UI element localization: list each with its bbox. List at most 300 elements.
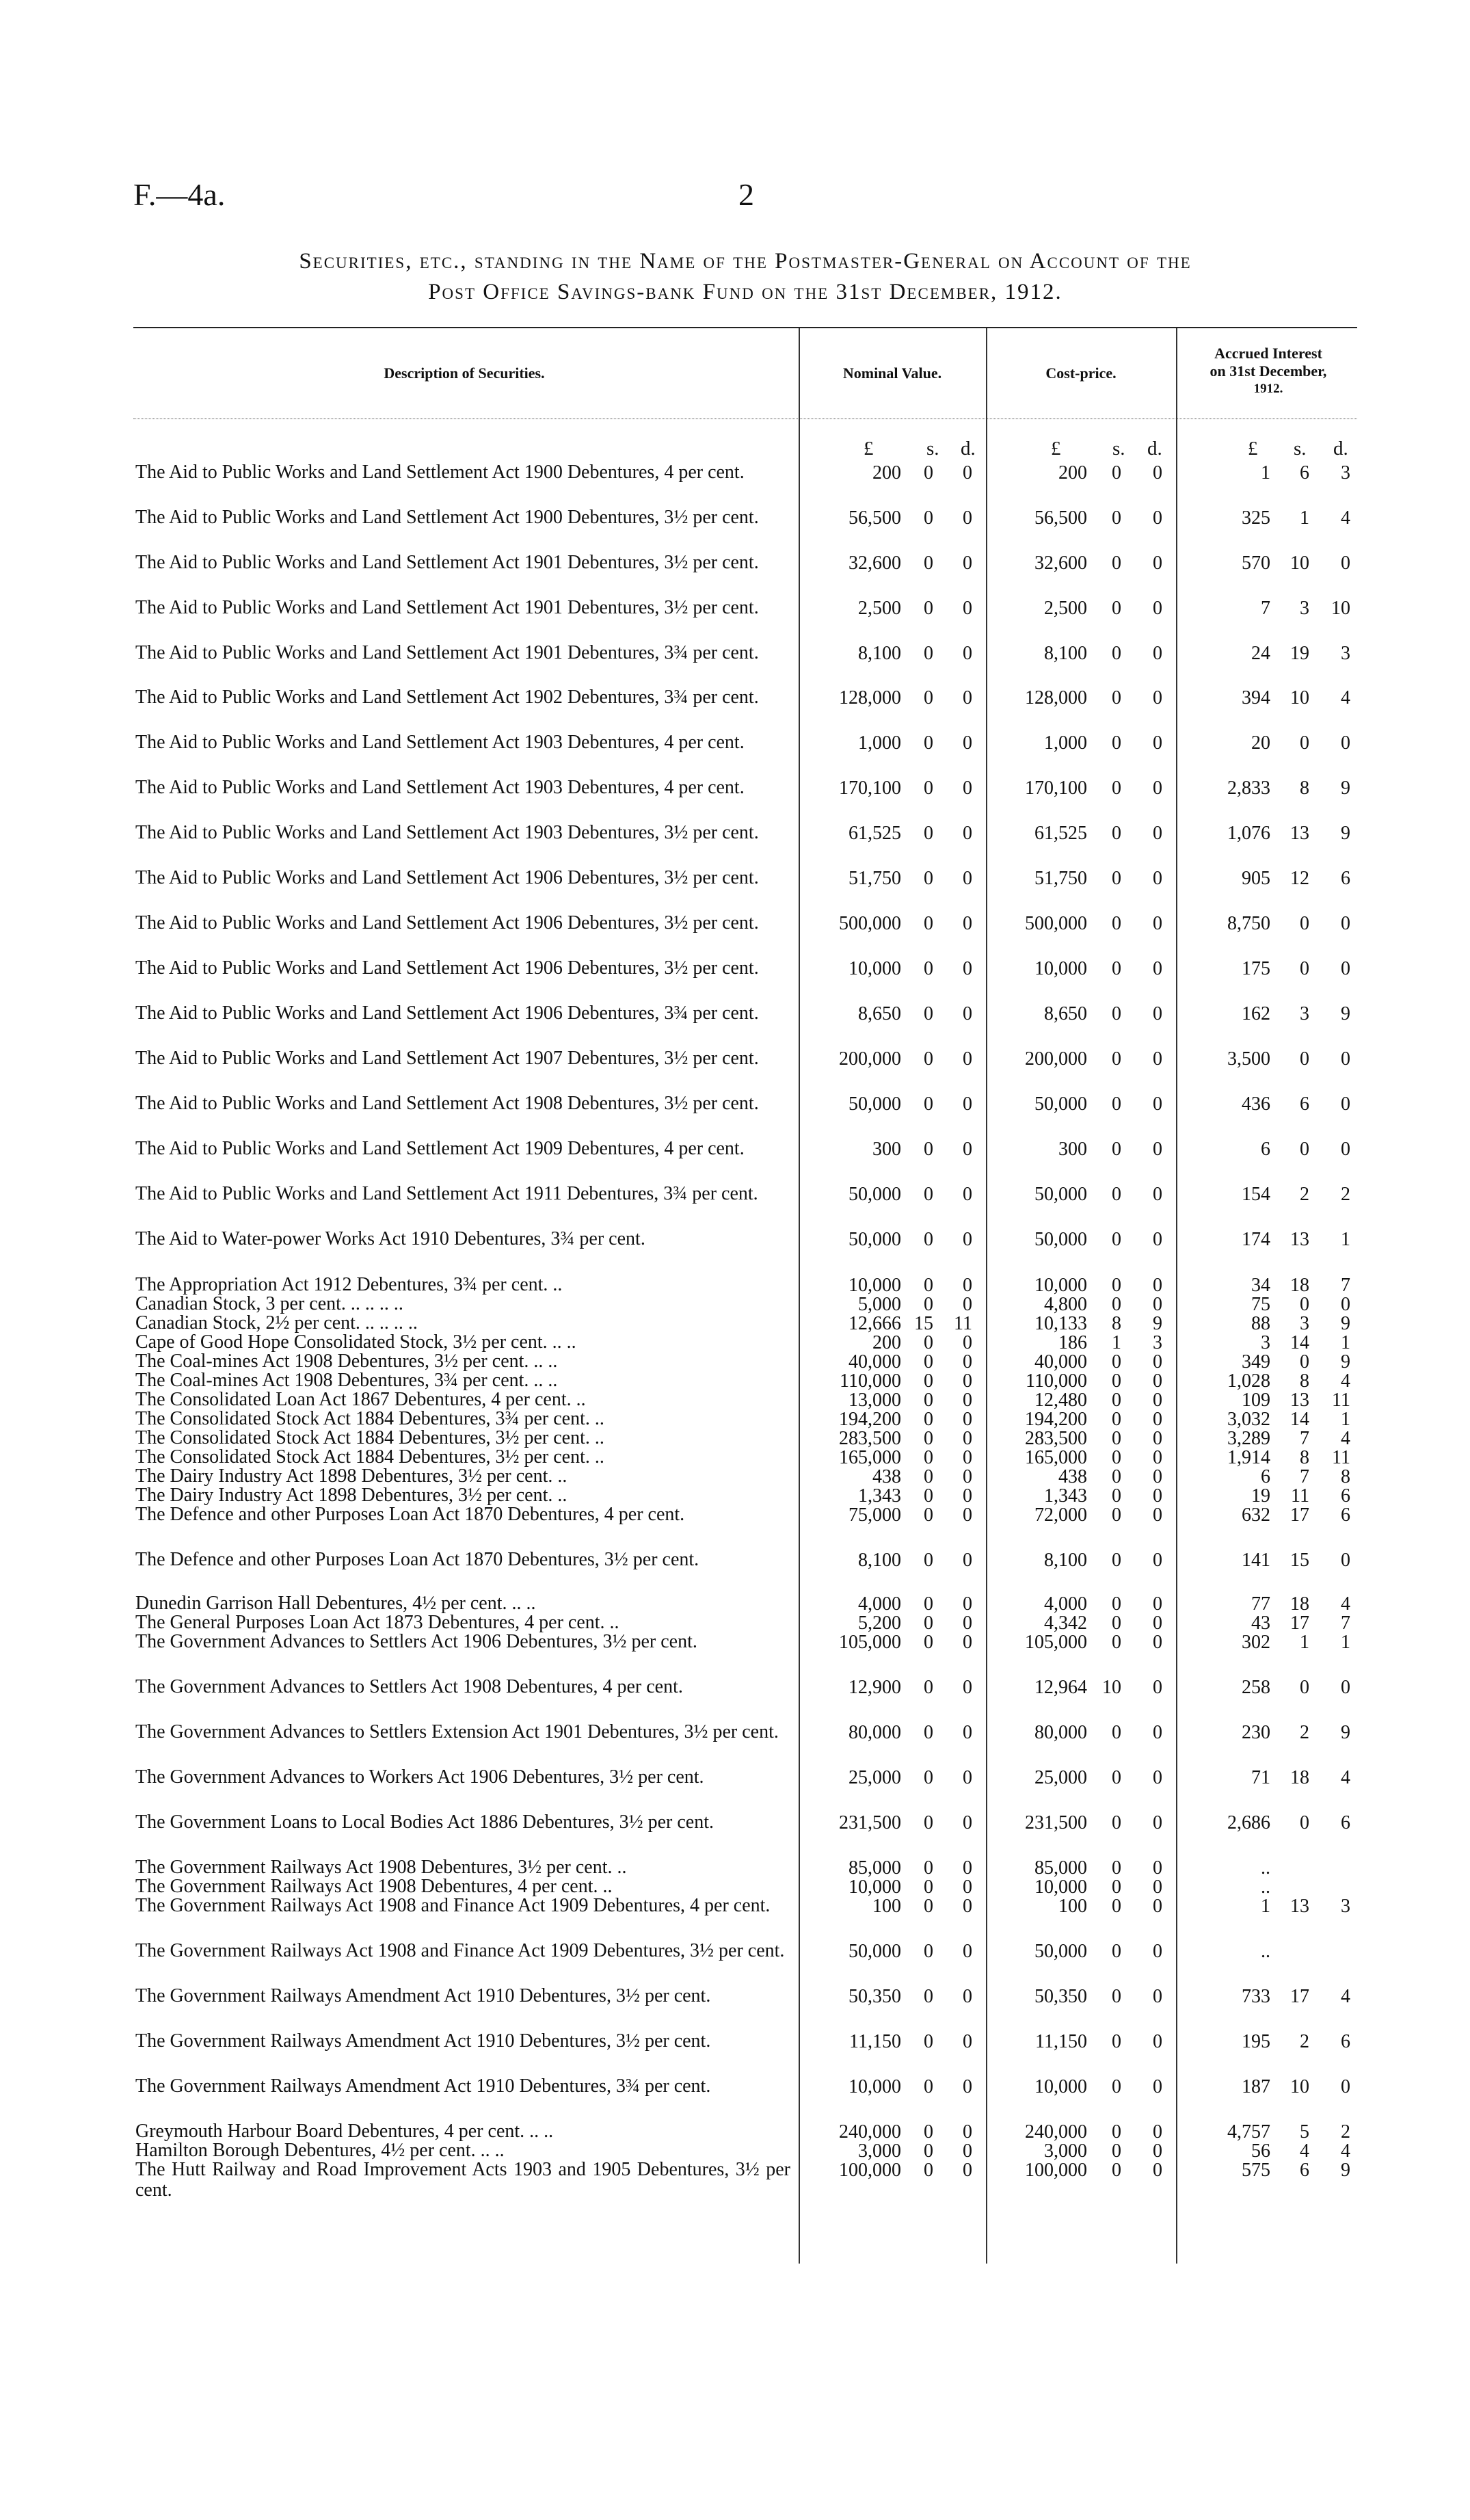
- cost-shillings: 0: [1112, 1370, 1121, 1392]
- security-description: The Aid to Public Works and Land Settlement Act 1902 Debentures, 3¾ per cent.: [135, 687, 759, 708]
- nominal-pounds: 50,000: [848, 1093, 901, 1115]
- cost-pounds: 50,000: [1034, 1093, 1087, 1115]
- nominal-shillings: 0: [924, 1229, 933, 1250]
- accrued-pounds: 77: [1251, 1593, 1270, 1615]
- accrued-shillings: 0: [1300, 1677, 1309, 1698]
- cost-shillings: 0: [1112, 1229, 1121, 1250]
- nominal-pounds: 8,100: [858, 1550, 901, 1571]
- nominal-pence: 0: [963, 823, 972, 844]
- cost-pounds: 25,000: [1034, 1767, 1087, 1788]
- accrued-shillings: 0: [1300, 958, 1309, 979]
- nominal-shillings: 0: [924, 1184, 933, 1205]
- cost-shillings: 0: [1112, 1504, 1121, 1526]
- nominal-shillings: 0: [924, 1593, 933, 1615]
- accrued-shillings: 0: [1300, 1351, 1309, 1372]
- accrued-pounds: 109: [1242, 1390, 1270, 1411]
- cost-shillings: 0: [1112, 1048, 1121, 1070]
- accrued-pence: 9: [1341, 2160, 1350, 2181]
- nominal-pence: 0: [963, 1093, 972, 1115]
- accrued-shillings: 13: [1290, 1390, 1309, 1411]
- cost-pounds: 8,650: [1044, 1003, 1087, 1024]
- cost-pence: 0: [1153, 1390, 1162, 1411]
- cost-pounds: 1,343: [1044, 1485, 1087, 1507]
- accrued-pounds: 1,914: [1227, 1447, 1270, 1468]
- nominal-shillings: 0: [924, 913, 933, 934]
- accrued-pounds: 258: [1242, 1677, 1270, 1698]
- cost-pounds: 1,000: [1044, 732, 1087, 754]
- accrued-pence: 7: [1341, 1275, 1350, 1296]
- nominal-pence: 0: [963, 1896, 972, 1917]
- cost-pence: 0: [1153, 1229, 1162, 1250]
- nominal-pence: 0: [963, 1390, 972, 1411]
- nominal-pence: 0: [963, 1428, 972, 1449]
- cost-shillings: 0: [1112, 868, 1121, 889]
- accrued-pounds: ..: [1261, 1876, 1270, 1898]
- nominal-pence: 0: [963, 462, 972, 483]
- accrued-pence: 11: [1332, 1390, 1350, 1411]
- header-nominal-value: Nominal Value.: [842, 364, 942, 382]
- header-accrued-interest: Accrued Interest on 31st December, 1912.: [1210, 345, 1327, 396]
- cost-pence: 0: [1153, 732, 1162, 754]
- cost-shillings: 0: [1112, 2031, 1121, 2052]
- accrued-pounds: 75: [1251, 1294, 1270, 1315]
- nominal-pounds: 12,666: [848, 1313, 901, 1334]
- header-top-rule: [133, 327, 1357, 328]
- cost-pence: 0: [1153, 2121, 1162, 2143]
- security-description: The Government Railways Act 1908 Debentures, 4 per cent. ..: [135, 1876, 613, 1897]
- cost-shillings: 0: [1112, 1466, 1121, 1487]
- cost-pence: 0: [1153, 1294, 1162, 1315]
- cost-shillings: 0: [1112, 1184, 1121, 1205]
- accrued-shillings: 8: [1300, 1370, 1309, 1392]
- nominal-shillings: 0: [924, 2140, 933, 2162]
- cost-pence-header: d.: [1147, 438, 1162, 460]
- security-description: Cape of Good Hope Consolidated Stock, 3½ per cent. .. ..: [135, 1331, 576, 1353]
- nominal-shillings: 0: [924, 1857, 933, 1879]
- accrued-pence: 2: [1341, 2121, 1350, 2143]
- cost-shillings: 0: [1112, 2140, 1121, 2162]
- security-description: The Defence and other Purposes Loan Act 1870 Debentures, 3½ per cent.: [135, 1549, 699, 1570]
- cost-pounds: 50,000: [1034, 1184, 1087, 1205]
- accrued-pence: 0: [1341, 2076, 1350, 2097]
- nominal-pence: 0: [963, 2031, 972, 2052]
- security-description: Canadian Stock, 3 per cent. .. .. .. ..: [135, 1293, 403, 1314]
- security-description: The General Purposes Loan Act 1873 Debentures, 4 per cent. ..: [135, 1612, 619, 1633]
- accrued-pounds: 2,686: [1227, 1812, 1270, 1833]
- nominal-shillings: 0: [924, 553, 933, 574]
- cost-shillings: 0: [1112, 1896, 1121, 1917]
- cost-shillings: 0: [1112, 462, 1121, 483]
- nominal-shillings: 0: [924, 1003, 933, 1024]
- nominal-pounds: 240,000: [839, 2121, 901, 2143]
- cost-shillings: 0: [1112, 1428, 1121, 1449]
- nominal-pence: 0: [963, 1466, 972, 1487]
- accrued-shillings: 10: [1290, 2076, 1309, 2097]
- nominal-pound-header: £: [864, 438, 874, 460]
- security-description: The Aid to Public Works and Land Settlement Act 1903 Debentures, 3½ per cent.: [135, 822, 759, 843]
- accrued-shillings: 3: [1300, 1313, 1309, 1334]
- cost-pence: 0: [1153, 598, 1162, 619]
- accrued-pence: 0: [1341, 1139, 1350, 1160]
- cost-pence: 0: [1153, 1447, 1162, 1468]
- nominal-pounds: 10,000: [848, 1876, 901, 1898]
- nominal-pence: 0: [963, 1876, 972, 1898]
- cost-pounds: 200: [1058, 462, 1087, 483]
- accrued-shillings: 2: [1300, 2031, 1309, 2052]
- cost-pounds: 8,100: [1044, 643, 1087, 664]
- accrued-shillings: 11: [1291, 1485, 1309, 1507]
- cost-pounds: 11,150: [1035, 2031, 1087, 2052]
- nominal-shillings: 0: [924, 507, 933, 529]
- nominal-shillings: 0: [924, 1632, 933, 1653]
- accrued-pence: 6: [1341, 1812, 1350, 1833]
- table-title: [133, 246, 1357, 308]
- nominal-shillings: 0: [924, 1351, 933, 1372]
- accrued-pounds: 4,757: [1227, 2121, 1270, 2143]
- accrued-pounds: 1,028: [1227, 1370, 1270, 1392]
- security-description: The Government Railways Act 1908 and Finance Act 1909 Debentures, 4 per cent.: [135, 1895, 771, 1916]
- cost-shillings: 0: [1112, 1351, 1121, 1372]
- cost-pence: 0: [1153, 1139, 1162, 1160]
- accrued-pounds: 7: [1261, 598, 1270, 619]
- cost-shillings: 0: [1112, 2160, 1121, 2181]
- nominal-pounds: 50,350: [848, 1986, 901, 2007]
- cost-pounds: 231,500: [1025, 1812, 1087, 1833]
- accrued-pounds: 302: [1242, 1632, 1270, 1653]
- nominal-pounds: 8,650: [858, 1003, 901, 1024]
- cost-pence: 0: [1153, 958, 1162, 979]
- nominal-pence: 0: [963, 732, 972, 754]
- nominal-shillings: 0: [924, 823, 933, 844]
- accrued-pence: 0: [1341, 958, 1350, 979]
- cost-pence: 0: [1153, 2160, 1162, 2181]
- nominal-pence: 0: [963, 1184, 972, 1205]
- accrued-shillings: 3: [1300, 1003, 1309, 1024]
- cost-pounds: 32,600: [1034, 553, 1087, 574]
- accrued-pence-header: d.: [1333, 438, 1348, 460]
- nominal-pence: 0: [963, 1941, 972, 1962]
- accrued-pence: 4: [1341, 1593, 1350, 1615]
- nominal-pounds: 10,000: [848, 1275, 901, 1296]
- nominal-pence: 0: [963, 1139, 972, 1160]
- nominal-pence: 0: [963, 1409, 972, 1430]
- security-description: The Government Railways Act 1908 and Finance Act 1909 Debentures, 3½ per cent.: [135, 1940, 785, 1961]
- accrued-pence: 9: [1341, 1313, 1350, 1334]
- cost-shillings: 0: [1112, 598, 1121, 619]
- accrued-shillings: 2: [1300, 1722, 1309, 1743]
- security-description: The Aid to Public Works and Land Settlement Act 1901 Debentures, 3¾ per cent.: [135, 642, 759, 663]
- cost-shillings: 0: [1112, 553, 1121, 574]
- nominal-shillings: 0: [924, 1428, 933, 1449]
- accrued-pence: 0: [1341, 1048, 1350, 1070]
- cost-pence: 0: [1153, 1767, 1162, 1788]
- nominal-pence: 0: [963, 1370, 972, 1392]
- cost-shillings: 0: [1112, 1390, 1121, 1411]
- nominal-pounds: 10,000: [848, 958, 901, 979]
- nominal-shillings: 0: [924, 1447, 933, 1468]
- nominal-pounds: 200: [872, 462, 901, 483]
- nominal-shillings: 0: [924, 1986, 933, 2007]
- accrued-shillings: 1: [1300, 1632, 1309, 1653]
- title-line-1: Securities, etc., standing in the Name of the Postmaster-General on Account of the: [299, 249, 1192, 274]
- accrued-pence: 0: [1341, 553, 1350, 574]
- nominal-shillings: 15: [914, 1313, 933, 1334]
- nominal-pounds: 10,000: [848, 2076, 901, 2097]
- cost-pounds: 72,000: [1034, 1504, 1087, 1526]
- accrued-shillings: 13: [1290, 1229, 1309, 1250]
- security-description: Dunedin Garrison Hall Debentures, 4½ per cent. .. ..: [135, 1593, 536, 1614]
- security-description: The Government Loans to Local Bodies Act 1886 Debentures, 3½ per cent.: [135, 1812, 714, 1833]
- cost-pence: 0: [1153, 1941, 1162, 1962]
- cost-pounds: 165,000: [1025, 1447, 1087, 1468]
- cost-pounds: 40,000: [1034, 1351, 1087, 1372]
- nominal-pounds: 300: [872, 1139, 901, 1160]
- nominal-pence: 0: [963, 1447, 972, 1468]
- nominal-shillings: 0: [924, 2160, 933, 2181]
- cost-pounds: 4,342: [1044, 1613, 1087, 1634]
- cost-pence: 0: [1153, 778, 1162, 799]
- accrued-shillings: 8: [1300, 778, 1309, 799]
- nominal-pence: 0: [963, 687, 972, 708]
- security-description: The Consolidated Stock Act 1884 Debentures, 3¾ per cent. ..: [135, 1408, 604, 1429]
- cost-pounds: 438: [1058, 1466, 1087, 1487]
- nominal-shillings: 0: [924, 1466, 933, 1487]
- nominal-pounds: 40,000: [848, 1351, 901, 1372]
- cost-pence: 0: [1153, 868, 1162, 889]
- accrued-shillings: 7: [1300, 1428, 1309, 1449]
- security-description: Canadian Stock, 2½ per cent. .. .. .. ..: [135, 1312, 418, 1334]
- nominal-shillings: 0: [924, 1390, 933, 1411]
- accrued-pence: 0: [1341, 913, 1350, 934]
- security-description: The Consolidated Stock Act 1884 Debentures, 3½ per cent. ..: [135, 1446, 604, 1468]
- nominal-pence-header: d.: [961, 438, 976, 460]
- cost-pence: 0: [1153, 2076, 1162, 2097]
- nominal-shillings: 0: [924, 1294, 933, 1315]
- accrued-pounds: 733: [1242, 1986, 1270, 2007]
- nominal-pence: 0: [963, 913, 972, 934]
- nominal-pounds: 100: [872, 1896, 901, 1917]
- accrued-shillings: 6: [1300, 1093, 1309, 1115]
- nominal-pence: 0: [963, 1294, 972, 1315]
- nominal-pence: 0: [963, 1003, 972, 1024]
- cost-pounds: 4,800: [1044, 1294, 1087, 1315]
- cost-pence: 0: [1153, 1370, 1162, 1392]
- nominal-shillings: 0: [924, 1896, 933, 1917]
- nominal-shillings: 0: [924, 1093, 933, 1115]
- accrued-pounds: 3: [1261, 1332, 1270, 1353]
- accrued-shillings: 0: [1300, 1294, 1309, 1315]
- cost-shillings: 0: [1112, 823, 1121, 844]
- accrued-shillings: 13: [1290, 823, 1309, 844]
- accrued-pounds: 2,833: [1227, 778, 1270, 799]
- cost-shilling-header: s.: [1112, 438, 1125, 460]
- cost-pence: 0: [1153, 1048, 1162, 1070]
- cost-pence: 0: [1153, 1876, 1162, 1898]
- nominal-shillings: 0: [924, 1332, 933, 1353]
- cost-pounds: 2,500: [1044, 598, 1087, 619]
- security-description: The Aid to Public Works and Land Settlement Act 1903 Debentures, 4 per cent.: [135, 777, 745, 798]
- cost-pounds: 200,000: [1025, 1048, 1087, 1070]
- accrued-pounds: 88: [1251, 1313, 1270, 1334]
- accrued-pence: 6: [1341, 1504, 1350, 1526]
- accrued-pounds: 632: [1242, 1504, 1270, 1526]
- nominal-pence: 0: [963, 1229, 972, 1250]
- nominal-pence: 0: [963, 643, 972, 664]
- security-description: The Government Advances to Settlers Extension Act 1901 Debentures, 3½ per cent.: [135, 1721, 779, 1742]
- accrued-pounds: ..: [1261, 1857, 1270, 1879]
- accrued-pence: 3: [1341, 643, 1350, 664]
- accrued-shillings: 10: [1290, 553, 1309, 574]
- cost-pounds: 56,500: [1034, 507, 1087, 529]
- cost-pence: 0: [1153, 1986, 1162, 2007]
- nominal-pence: 0: [963, 507, 972, 529]
- cost-pounds: 300: [1058, 1139, 1087, 1160]
- accrued-pence: 1: [1341, 1409, 1350, 1430]
- accrued-pence: 0: [1341, 1093, 1350, 1115]
- cost-pounds: 50,000: [1034, 1941, 1087, 1962]
- cost-pounds: 12,964: [1034, 1677, 1087, 1698]
- cost-shillings: 0: [1112, 1986, 1121, 2007]
- cost-pounds: 110,000: [1026, 1370, 1087, 1392]
- cost-pence: 0: [1153, 507, 1162, 529]
- cost-shillings: 0: [1112, 1003, 1121, 1024]
- nominal-pounds: 5,200: [858, 1613, 901, 1634]
- nominal-pounds: 4,000: [858, 1593, 901, 1615]
- nominal-pounds: 170,100: [839, 778, 901, 799]
- accrued-pence: 8: [1341, 1466, 1350, 1487]
- nominal-pounds: 1,343: [858, 1485, 901, 1507]
- accrued-shillings: 17: [1290, 1504, 1309, 1526]
- accrued-pence: 4: [1341, 1767, 1350, 1788]
- cost-pence: 0: [1153, 1613, 1162, 1634]
- nominal-shilling-header: s.: [926, 438, 939, 460]
- nominal-shillings: 0: [924, 1409, 933, 1430]
- security-description: The Aid to Public Works and Land Settlement Act 1906 Debentures, 3½ per cent.: [135, 867, 759, 888]
- accrued-pounds: 570: [1242, 553, 1270, 574]
- security-description: The Government Advances to Workers Act 1906 Debentures, 3½ per cent.: [135, 1766, 704, 1788]
- nominal-pounds: 1,000: [858, 732, 901, 754]
- cost-pence: 0: [1153, 1812, 1162, 1833]
- accrued-pounds: 1: [1261, 462, 1270, 483]
- nominal-pounds: 80,000: [848, 1722, 901, 1743]
- accrued-shillings: 4: [1300, 2140, 1309, 2162]
- cost-pence: 0: [1153, 1896, 1162, 1917]
- accrued-pence: 6: [1341, 2031, 1350, 2052]
- accrued-shillings: 1: [1300, 507, 1309, 529]
- cost-shillings: 0: [1112, 1447, 1121, 1468]
- nominal-pence: 0: [963, 1857, 972, 1879]
- nominal-pence: 0: [963, 1550, 972, 1571]
- security-description: The Aid to Public Works and Land Settlement Act 1900 Debentures, 3½ per cent.: [135, 507, 759, 528]
- header-cost-price: Cost-price.: [1045, 364, 1117, 382]
- security-description: The Aid to Public Works and Land Settlement Act 1901 Debentures, 3½ per cent.: [135, 552, 759, 573]
- cost-shillings: 0: [1112, 2076, 1121, 2097]
- cost-pence: 0: [1153, 2140, 1162, 2162]
- accrued-pounds: 162: [1242, 1003, 1270, 1024]
- accrued-pounds: 1,076: [1227, 823, 1270, 844]
- nominal-shillings: 0: [924, 687, 933, 708]
- accrued-shillings: 0: [1300, 1048, 1309, 1070]
- nominal-pounds: 11,150: [849, 2031, 901, 2052]
- cost-shillings: 0: [1112, 1812, 1121, 1833]
- accrued-pounds: 174: [1242, 1229, 1270, 1250]
- cost-pounds: 500,000: [1025, 913, 1087, 934]
- cost-pounds: 10,133: [1034, 1313, 1087, 1334]
- cost-pounds: 10,000: [1034, 2076, 1087, 2097]
- accrued-shillings: 18: [1290, 1767, 1309, 1788]
- cost-pounds: 80,000: [1034, 1722, 1087, 1743]
- accrued-pence: 9: [1341, 1351, 1350, 1372]
- accrued-shillings: 0: [1300, 1812, 1309, 1833]
- nominal-pounds: 165,000: [839, 1447, 901, 1468]
- security-description: The Government Railways Act 1908 Debentures, 3½ per cent. ..: [135, 1857, 627, 1878]
- nominal-shillings: 0: [924, 598, 933, 619]
- cost-pence: 9: [1153, 1313, 1162, 1334]
- cost-shillings: 0: [1112, 507, 1121, 529]
- nominal-shillings: 0: [924, 2121, 933, 2143]
- accrued-pounds: 325: [1242, 507, 1270, 529]
- accrued-shillings: 15: [1290, 1550, 1309, 1571]
- nominal-pounds: 32,600: [848, 553, 901, 574]
- accrued-pence: 11: [1332, 1447, 1350, 1468]
- nominal-shillings: 0: [924, 1613, 933, 1634]
- nominal-pounds: 200: [872, 1332, 901, 1353]
- cost-shillings: 0: [1112, 1294, 1121, 1315]
- accrued-shillings: 8: [1300, 1447, 1309, 1468]
- accrued-pence: 10: [1331, 598, 1350, 619]
- nominal-pounds: 8,100: [858, 643, 901, 664]
- security-description: The Appropriation Act 1912 Debentures, 3¾ per cent. ..: [135, 1274, 563, 1295]
- page-number: 2: [738, 177, 754, 212]
- cost-pence: 0: [1153, 1409, 1162, 1430]
- accrued-shillings: 18: [1290, 1275, 1309, 1296]
- cost-pence: 0: [1153, 1504, 1162, 1526]
- security-description: The Dairy Industry Act 1898 Debentures, 3½ per cent. ..: [135, 1485, 567, 1506]
- cost-shillings: 0: [1112, 958, 1121, 979]
- cost-shillings: 10: [1102, 1677, 1121, 1698]
- cost-pence: 0: [1153, 1466, 1162, 1487]
- document-reference: F.—4a.: [133, 177, 226, 212]
- cost-shillings: 0: [1112, 1613, 1121, 1634]
- security-description: The Government Railways Amendment Act 1910 Debentures, 3½ per cent.: [135, 1985, 711, 2006]
- accrued-pence: 4: [1341, 2140, 1350, 2162]
- accrued-pounds: 195: [1242, 2031, 1270, 2052]
- accrued-shillings: 0: [1300, 1139, 1309, 1160]
- nominal-pence: 0: [963, 2121, 972, 2143]
- nominal-pounds: 3,000: [858, 2140, 901, 2162]
- cost-shillings: 0: [1112, 732, 1121, 754]
- cost-pounds: 100: [1058, 1896, 1087, 1917]
- accrued-shillings: 2: [1300, 1184, 1309, 1205]
- accrued-pounds: ..: [1261, 1941, 1270, 1962]
- nominal-pence: 0: [963, 1485, 972, 1507]
- cost-pounds: 3,000: [1044, 2140, 1087, 2162]
- accrued-pound-header: £: [1248, 438, 1258, 460]
- cost-pounds: 8,100: [1044, 1550, 1087, 1571]
- nominal-shillings: 0: [924, 1485, 933, 1507]
- nominal-pounds: 105,000: [839, 1632, 901, 1653]
- cost-pence: 0: [1153, 1184, 1162, 1205]
- accrued-shillings: 3: [1300, 598, 1309, 619]
- security-description: The Government Advances to Settlers Act 1906 Debentures, 3½ per cent.: [135, 1631, 697, 1652]
- accrued-shillings: 14: [1290, 1409, 1309, 1430]
- nominal-pounds: 75,000: [848, 1504, 901, 1526]
- cost-pence: 0: [1153, 1275, 1162, 1296]
- nominal-pounds: 50,000: [848, 1184, 901, 1205]
- nominal-pence: 0: [963, 1332, 972, 1353]
- cost-pence: 0: [1153, 1351, 1162, 1372]
- cost-pounds: 170,100: [1025, 778, 1087, 799]
